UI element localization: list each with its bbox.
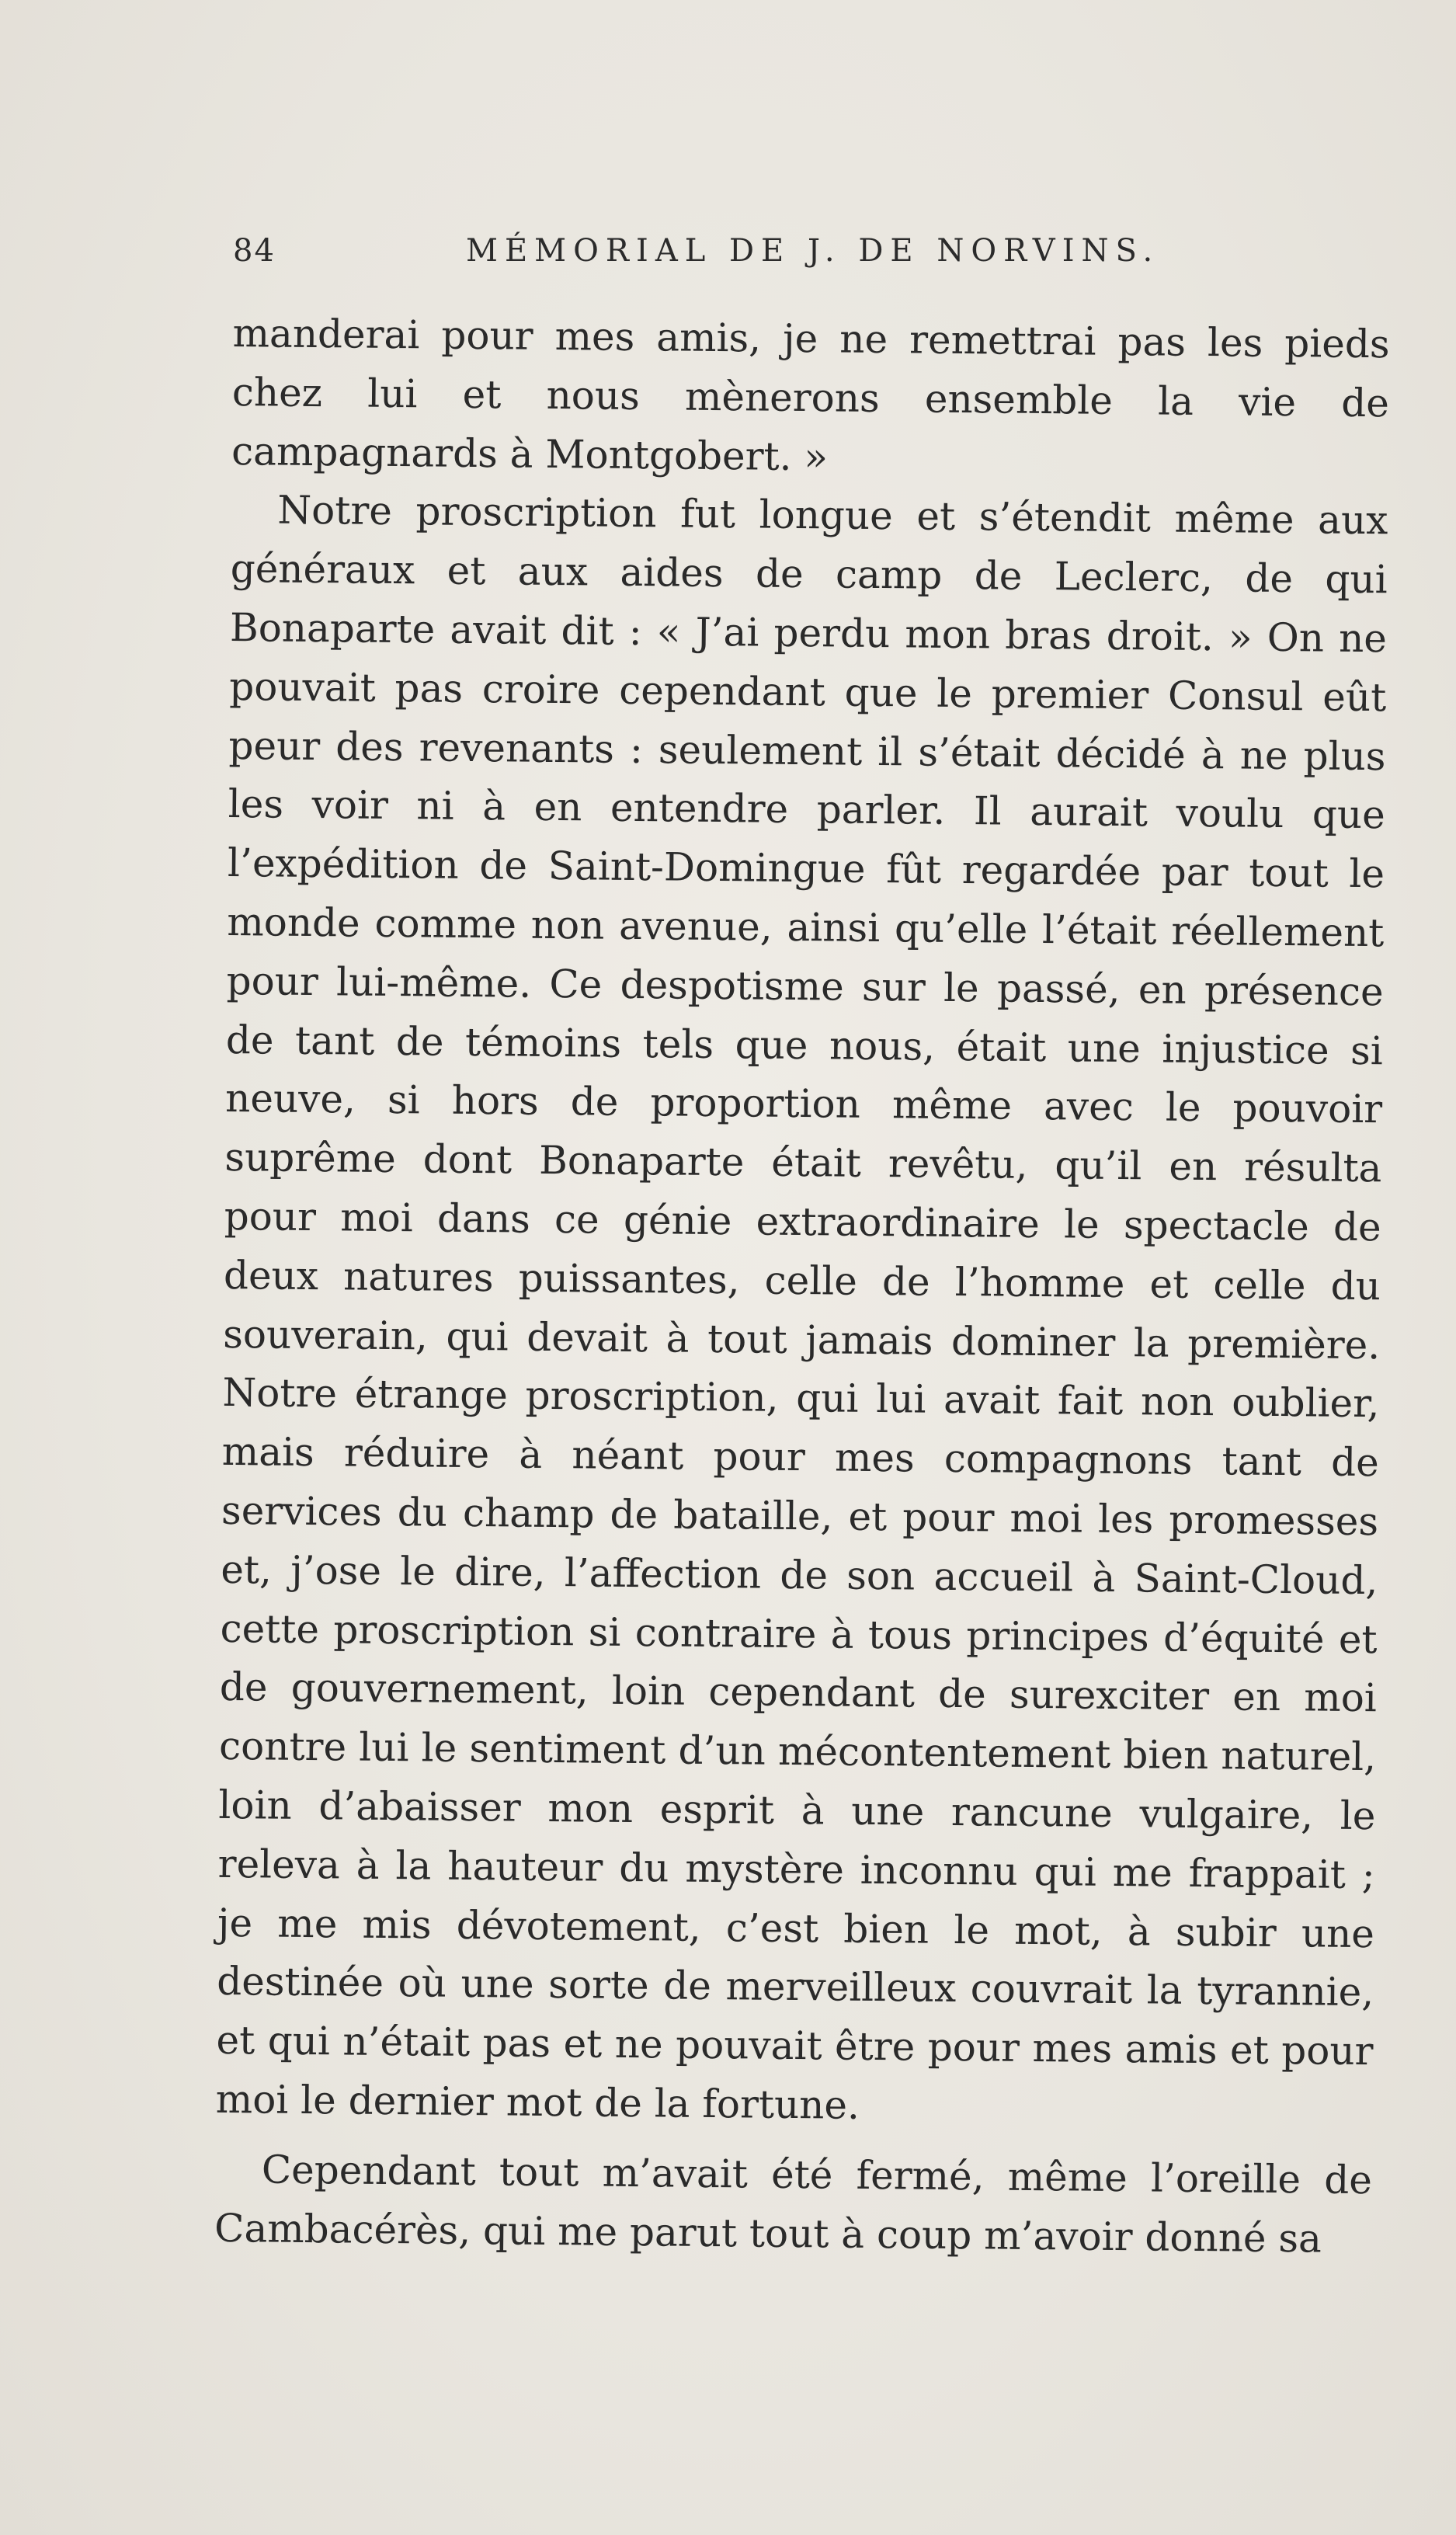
page-header bbox=[233, 233, 1374, 280]
body-text bbox=[214, 304, 1390, 2269]
paragraph-proscription: Notre proscription fut longue et s’étendit même aux généraux et aux aides de camp de Leclerc, de qui Bonaparte avait dit : « J’ai perdu mon bras droit. » On ne pouvait pas croire cependant que le premier Consul eût peur des revenants : seulement il s’était décidé à ne plus les voir ni à en entendre parler. Il aurait voulu que l’expédition de Saint-Domingue fût regardée par tout le monde comme non avenue, ainsi qu’elle l’était réellement pour lui-même. Ce despotisme sur le passé, en présence de tant de témoins tels que nous, était une injustice si neuve, si hors de proportion même avec le pouvoir suprême dont Bonaparte était revêtu, qu’il en résulta pour moi dans ce génie extraordinaire le spectacle de deux natures puissantes, celle de l’homme et celle du souverain, qui devait à tout jamais dominer la première. Notre étrange proscription, qui lui avait fait non oublier, mais réduire à néant pour mes compagnons tant de services du champ de bataille, et pour moi les promesses et, j’ose le dire, l’affection de son accueil à Saint-Cloud, cette proscription si contraire à tous principes d’équité et de gouvernement, loin cependant de surexciter en moi contre lui le sentiment d’un mécontentement bien naturel, loin d’abaisser mon esprit à une rancune vulgaire, le releva à la hauteur du mystère inconnu qui me frappait ; je me mis dévotement, c’est bien le mot, à subir une destinée où une sorte de merveilleux couvrait la tyrannie, et qui n’était pas et ne pouvait être pour mes amis et pour moi le dernier mot de la fortune. bbox=[215, 487, 1388, 2128]
running-title: MÉMORIAL DE J. DE NORVINS. bbox=[466, 233, 1160, 269]
paragraph-cambaceres: Cependant tout m’avait été fermé, même l’oreille de Cambacérès, qui me parut tout à coup m’avoir donné sa bbox=[214, 2147, 1373, 2262]
paragraph-continuation: manderai pour mes amis, je ne remettrai pas les pieds chez lui et nous mènerons ensemble la vie de campagnards à Montgobert. » bbox=[231, 310, 1390, 479]
page-number: 84 bbox=[233, 233, 276, 269]
